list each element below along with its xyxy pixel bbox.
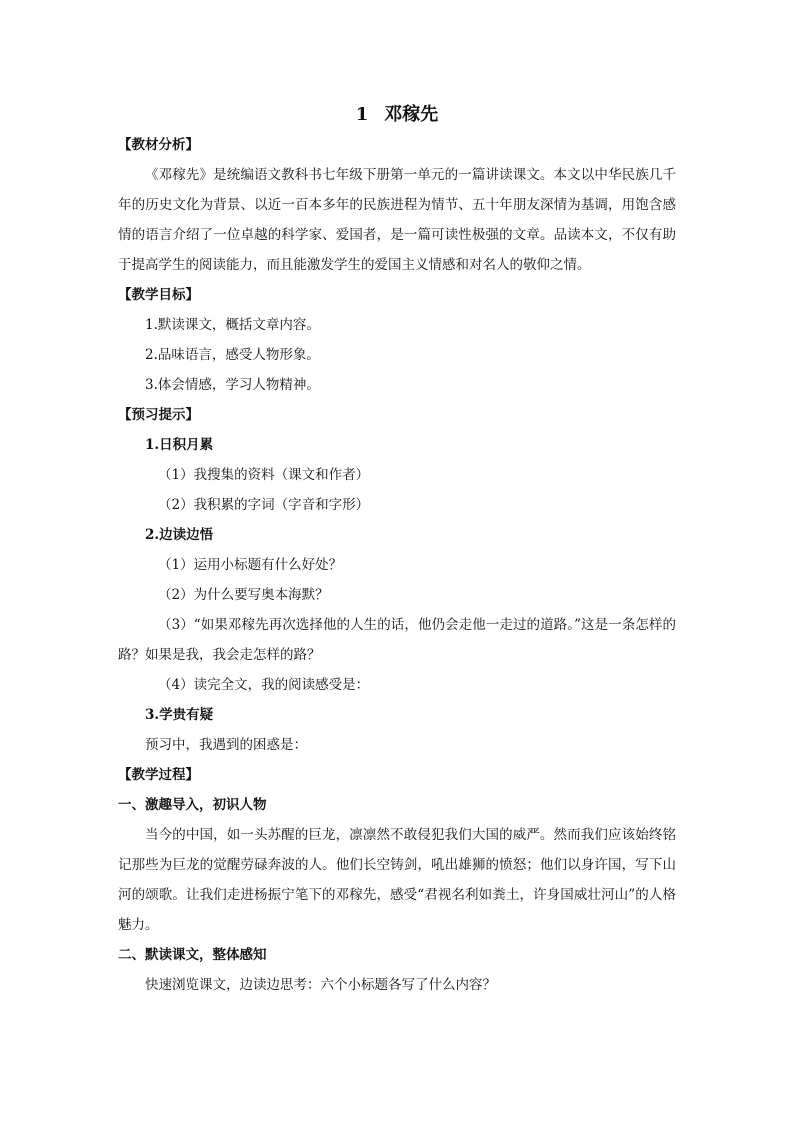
preview-part1-item-2: （2）我积累的字词（字音和字形）: [158, 497, 370, 513]
section-heading-analysis: 【教材分析】: [118, 137, 199, 153]
preview-part2-item-4: （4）读完全文，我的阅读感受是：: [158, 677, 370, 693]
process-step1-text: 当今的中国，如一头苏醒的巨龙，凛凛然不敢侵犯我们大国的威严。然而我们应该始终铭记那些为巨龙的觉醒劳碌奔波的人。他们长空铸剑，吼出雄狮的愤怒；他们以身许国，写下山河的颂歌。让我们走进杨振宁笔下的邓稼先，感受“君视名利如粪土，许身国威壮河山”的人格魅力。: [118, 827, 676, 933]
preview-part2-item-2: （2）为什么要写奥本海默？: [158, 587, 329, 603]
preview-part2-item-1: （1）运用小标题有什么好处？: [158, 557, 343, 573]
process-step2-title: 二、默读课文，整体感知: [118, 947, 267, 963]
section-heading-preview: 【预习提示】: [118, 407, 199, 423]
goal-item-1: 1.默读课文，概括文章内容。: [145, 317, 320, 333]
process-step1-title: 一、激趣导入，初识人物: [118, 797, 267, 813]
document-body: [118, 100, 676, 1000]
preview-part3-text: 预习中，我遇到的困惑是：: [145, 737, 307, 753]
goal-item-3: 3.体会情感，学习人物精神。: [145, 377, 320, 393]
section-heading-goals: 【教学目标】: [118, 287, 199, 303]
analysis-paragraph: 《邓稼先》是统编语文教科书七年级下册第一单元的一篇讲读课文。本文以中华民族几千年的历史文化为背景、以近一百本多年的民族进程为情节、五十年朋友深情为基调，用饱含感情的语言介绍了一位卓越的科学家、爱国者，是一篇可读性极强的文章。品读本文，不仅有助于提高学生的阅读能力，而且能激发学生的爱国主义情感和对名人的敬仰之情。: [118, 167, 676, 273]
preview-part1-item-1: （1）我搜集的资料（课文和作者）: [158, 467, 370, 483]
lesson-title: 邓稼先: [384, 104, 439, 125]
page-title: [118, 100, 676, 130]
goal-item-2: 2.品味语言，感受人物形象。: [145, 347, 320, 363]
preview-part2-item-3: （3）“如果邓稼先再次选择他的人生的话，他仍会走他一走过的道路。”这是一条怎样的路？如果是我，我会走怎样的路？: [118, 617, 676, 663]
section-heading-process: 【教学过程】: [118, 767, 199, 783]
preview-part1-title: 1.日积月累: [145, 437, 214, 453]
process-step2-text: 快速浏览课文，边读边思考：六个小标题各写了什么内容？: [145, 977, 496, 993]
lesson-number: 1: [355, 104, 369, 125]
preview-part2-title: 2.边读边悟: [145, 527, 214, 543]
preview-part3-title: 3.学贵有疑: [145, 707, 214, 723]
